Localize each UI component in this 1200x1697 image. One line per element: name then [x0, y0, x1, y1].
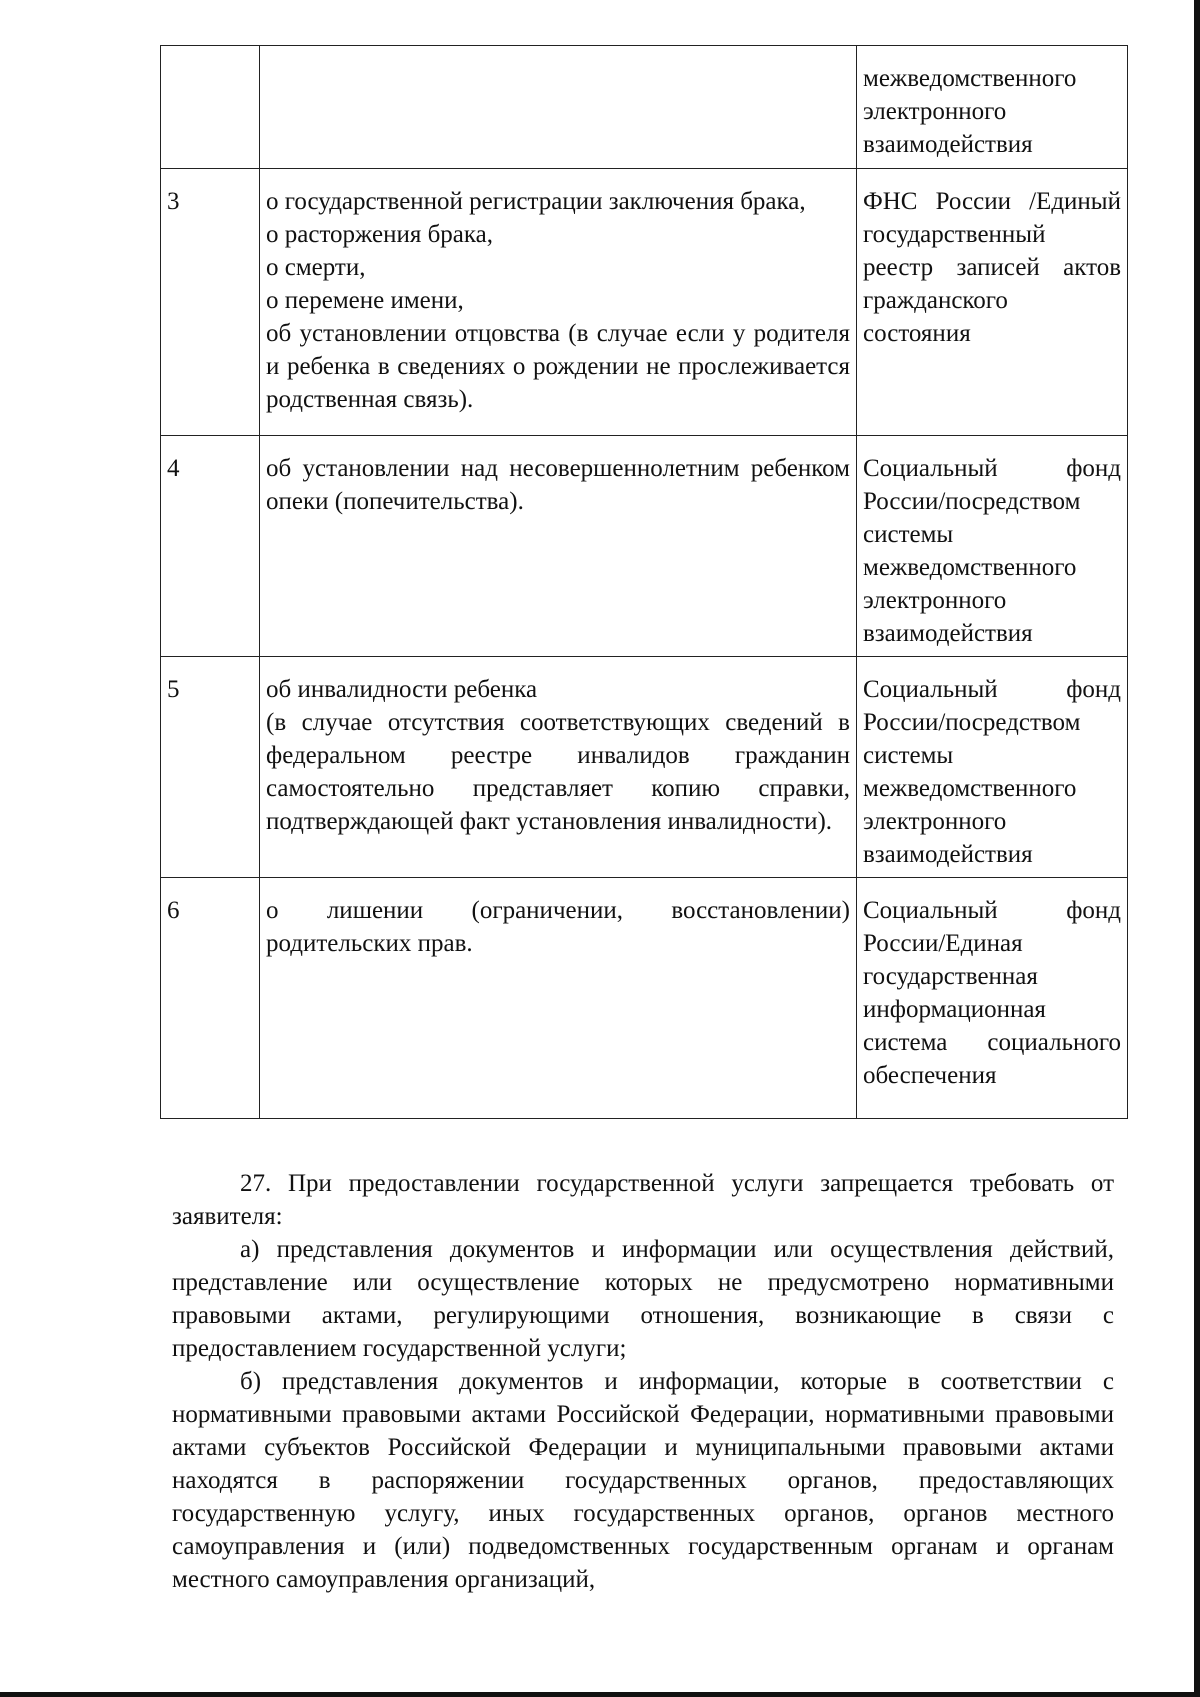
row-description	[260, 878, 857, 1119]
source-line: электронного	[863, 98, 1007, 125]
table-row	[161, 169, 1128, 436]
source-line: Социальный фонд России/Единая государственная информационная система социального обеспечения	[863, 897, 1121, 1089]
row-number: 4	[161, 436, 260, 657]
description-line: об инвалидности ребенка	[266, 676, 538, 703]
description-line: о расторжения брака,	[266, 221, 494, 248]
row-source	[857, 46, 1128, 169]
table-row	[161, 657, 1128, 878]
table-row	[161, 878, 1128, 1119]
body-text	[172, 1167, 1114, 1596]
source-line: Социальный фонд России/посредством системы межведомственного электронного взаимодействия	[863, 676, 1121, 868]
description-line: о лишении (ограничении, восстановлении) родительских прав.	[266, 897, 850, 957]
row-description	[260, 169, 857, 436]
source-line: взаимодействия	[863, 131, 1033, 158]
row-description	[260, 657, 857, 878]
row-source	[857, 878, 1128, 1119]
row-description	[260, 46, 857, 169]
source-line: межведомственного	[863, 65, 1077, 92]
row-number	[161, 46, 260, 169]
row-description	[260, 436, 857, 657]
paragraph-27: 27. При предоставлении государственной услуги запрещается требовать от заявителя:	[172, 1170, 1114, 1230]
table-row	[161, 46, 1128, 169]
source-line: ФНС России /Единый государственный реестр записей актов гражданского состояния	[863, 188, 1121, 347]
services-table	[160, 45, 1128, 1119]
description-line: об установлении отцовства (в случае если у родителя и ребенка в сведениях о рождении не прослеживается родственная связь).	[266, 320, 850, 413]
scan-edge-right	[1194, 0, 1200, 1697]
paragraph-b: б) представления документов и информации, которые в соответствии с нормативными правовыми актами Российской Федерации, нормативными правовыми актами субъектов Российской Федерации и муниципальными правовыми актами находятся в распоряжении государственных органов, предоставляющих государственную услугу, иных государственных органов, органов местного самоуправления и (или) подведомственных государственным органам и органам местного самоуправления организаций,	[172, 1368, 1114, 1593]
description-line: о смерти,	[266, 254, 366, 281]
description-line: (в случае отсутствия соответствующих сведений в федеральном реестре инвалидов гражданин самостоятельно представляет копию справки, подтверждающей факт установления инвалидности).	[266, 709, 850, 835]
row-source	[857, 169, 1128, 436]
description-line: о перемене имени,	[266, 287, 464, 314]
source-line: Социальный фонд России/посредством системы межведомственного электронного взаимодействия	[863, 455, 1121, 647]
description-line: о государственной регистрации заключения брака,	[266, 188, 806, 215]
scan-edge-bottom	[0, 1692, 1200, 1697]
row-number: 5	[161, 657, 260, 878]
row-number: 6	[161, 878, 260, 1119]
paragraph-a: а) представления документов и информации или осуществления действий, представление или осуществление которых не предусмотрено нормативными правовыми актами, регулирующими отношения, возникающие в связи с предоставлением государственной услуги;	[172, 1236, 1114, 1362]
row-number: 3	[161, 169, 260, 436]
table-row	[161, 436, 1128, 657]
description-line: об установлении над несовершеннолетним ребенком опеки (попечительства).	[266, 455, 850, 515]
row-source	[857, 436, 1128, 657]
row-source	[857, 657, 1128, 878]
